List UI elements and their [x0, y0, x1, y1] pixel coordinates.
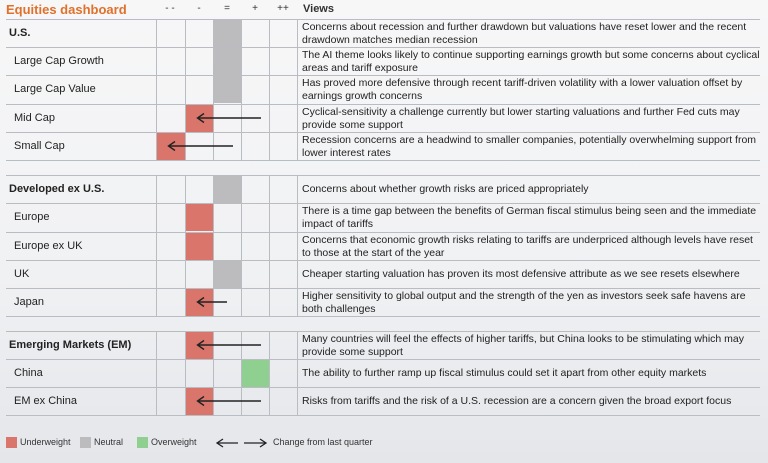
row-divider [6, 175, 760, 176]
change-arrow-icon [195, 339, 263, 351]
change-arrow-icon [166, 140, 235, 152]
position-cell [186, 204, 213, 231]
row-label: Emerging Markets (EM) [9, 339, 132, 351]
row-label: Europe [14, 211, 50, 223]
view-text: Recession concerns are a headwind to smaller companies, potentially overwhelming support from lower interest rates [302, 134, 757, 159]
view-text: Concerns about whether growth risks are priced appropriately [302, 183, 589, 195]
column-divider [241, 19, 242, 160]
row-divider [6, 203, 760, 204]
view-text: The ability to further ramp up fiscal stimulus could set it apart from other equity markets [302, 367, 707, 379]
view-text: Has proved more defensive through recent tariff-driven volatility with a lower valuation offset by earnings growth concerns [302, 77, 743, 102]
legend-change: Change from last quarter [273, 437, 373, 447]
column-divider [156, 175, 157, 316]
scale-header-strong-underweight: - - [165, 3, 175, 14]
row-divider [6, 104, 760, 105]
scale-header-underweight: - [197, 3, 201, 14]
position-cell [214, 261, 241, 288]
column-divider [297, 331, 298, 415]
row-label: U.S. [9, 27, 31, 39]
views-header: Views [303, 3, 334, 15]
row-divider [6, 331, 760, 332]
row-divider [6, 160, 760, 161]
row-divider [6, 288, 760, 289]
overweight-swatch [137, 437, 148, 448]
change-arrow-icon [195, 296, 229, 308]
row-divider [6, 387, 760, 388]
row-divider [6, 359, 760, 360]
position-cell [214, 176, 241, 203]
row-label: China [14, 367, 43, 379]
row-divider [6, 132, 760, 133]
view-text: Risks from tariffs and the risk of a U.S. recession are a concern given the broad export focus [302, 395, 732, 407]
row-divider [6, 260, 760, 261]
column-divider [269, 19, 270, 160]
position-cell [214, 76, 241, 103]
row-label: Large Cap Value [14, 83, 96, 95]
position-cell [242, 360, 269, 387]
column-divider [156, 331, 157, 415]
row-label: Small Cap [14, 140, 65, 152]
row-divider [6, 75, 760, 76]
view-text: Many countries will feel the effects of higher tariffs, but China looks to be stimulating which may provide some support [302, 333, 744, 358]
row-label: UK [14, 268, 30, 280]
column-divider [269, 331, 270, 415]
legend-underweight: Underweight [20, 437, 71, 447]
row-label: Europe ex UK [14, 240, 83, 252]
column-divider [241, 175, 242, 316]
view-text: Cheaper starting valuation has proven its most defensive attribute as we see resets elsewhere [302, 268, 740, 280]
position-cell [214, 20, 241, 47]
row-divider [6, 415, 760, 416]
view-text: Concerns that economic growth risks relating to tariffs are underpriced although levels have reset to those at the start of the year [302, 234, 753, 259]
scale-header-strong-overweight: ++ [277, 3, 289, 14]
position-cell [186, 233, 213, 260]
change-arrow-icon [195, 112, 263, 124]
row-divider [6, 19, 760, 20]
row-divider [6, 316, 760, 317]
column-divider [297, 175, 298, 316]
row-divider [6, 232, 760, 233]
row-label: Japan [14, 296, 44, 308]
row-label: Mid Cap [14, 112, 55, 124]
view-text: Cyclical-sensitivity a challenge currently but lower starting valuations and further Fed cuts may provide some support [302, 106, 740, 131]
legend-overweight: Overweight [151, 437, 197, 447]
view-text: Concerns about recession and further drawdown but valuations have reset lower and the recent drawdown matches median recession [302, 21, 747, 46]
change-arrow-icon [214, 437, 270, 449]
column-divider [269, 175, 270, 316]
scale-header-neutral: = [224, 3, 230, 14]
legend-neutral: Neutral [94, 437, 124, 447]
row-label: Developed ex U.S. [9, 183, 105, 195]
row-label: Large Cap Growth [14, 55, 104, 67]
dashboard-title: Equities dashboard [6, 2, 127, 17]
column-divider [185, 19, 186, 160]
neutral-swatch [80, 437, 91, 448]
underweight-swatch [6, 437, 17, 448]
view-text: The AI theme looks likely to continue supporting earnings growth but some concerns about cyclical areas and tariff exposure [302, 49, 760, 74]
position-cell [214, 48, 241, 75]
view-text: There is a time gap between the benefits of German fiscal stimulus being seen and the immediate impact of tariffs [302, 205, 757, 230]
view-text: Higher sensitivity to global output and the strength of the yen as investors seek safe havens are both challenges [302, 290, 746, 315]
row-label: EM ex China [14, 395, 77, 407]
row-divider [6, 47, 760, 48]
scale-header-overweight: + [252, 3, 258, 14]
change-arrow-icon [195, 395, 263, 407]
column-divider [297, 19, 298, 160]
